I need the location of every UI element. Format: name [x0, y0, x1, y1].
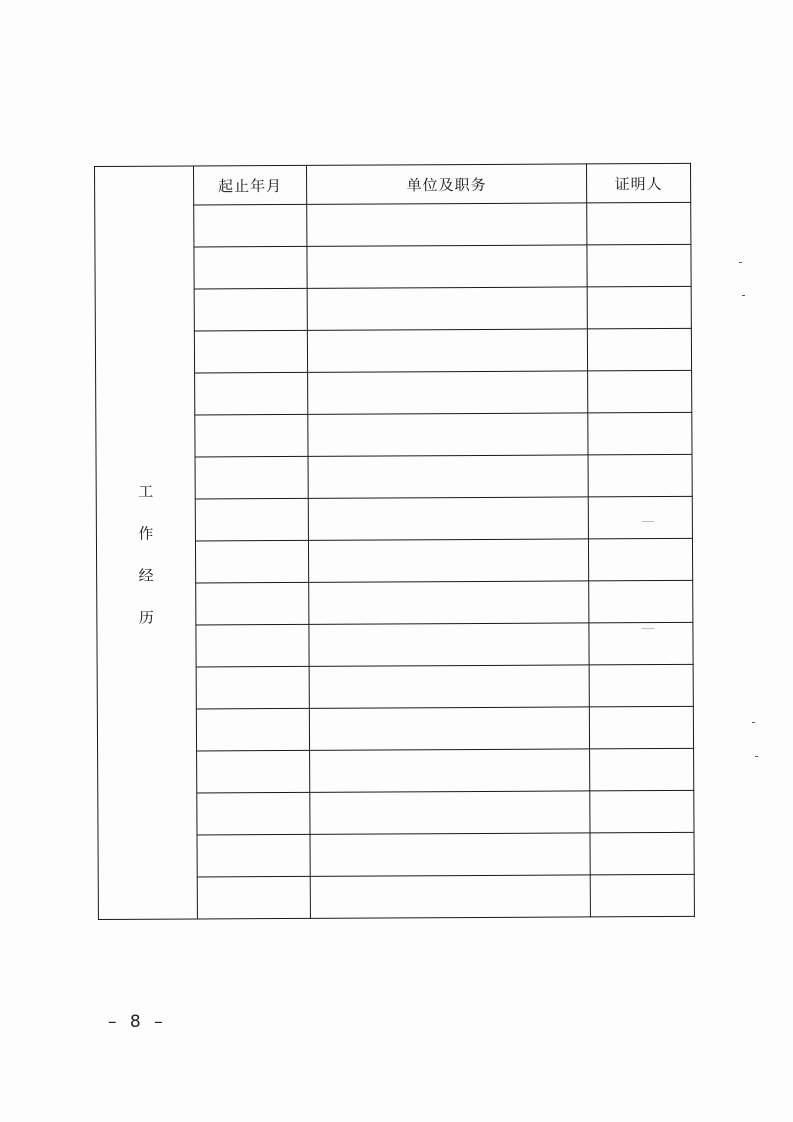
witness-cell — [587, 202, 691, 245]
scan-speck — [739, 262, 742, 263]
witness-cell — [589, 706, 693, 749]
unit-position-cell — [309, 665, 589, 708]
witness-cell — [587, 244, 691, 287]
witness-cell — [590, 874, 694, 917]
page-number: – 8 – — [108, 1012, 167, 1032]
period-cell — [196, 582, 309, 625]
unit-position-cell — [307, 245, 587, 288]
scan-speck — [755, 756, 758, 757]
witness-cell — [590, 790, 694, 833]
period-cell — [196, 666, 309, 709]
unit-position-cell — [309, 623, 589, 666]
witness-cell — [589, 580, 693, 623]
scan-speck — [642, 521, 654, 522]
scan-speck — [742, 295, 745, 296]
unit-position-cell — [308, 497, 588, 540]
side-label: 工作经历 — [138, 482, 154, 627]
witness-cell — [589, 664, 693, 707]
unit-position-cell — [310, 791, 590, 834]
period-cell — [195, 456, 308, 499]
unit-position-cell — [308, 455, 588, 498]
side-label-cell — [95, 166, 198, 920]
witness-cell — [589, 622, 693, 665]
header-unit-position: 单位及职务 — [306, 164, 586, 204]
period-cell — [196, 708, 309, 751]
period-cell — [194, 288, 307, 331]
period-cell — [195, 414, 308, 457]
witness-cell — [590, 748, 694, 791]
period-cell — [195, 540, 308, 583]
scan-speck — [642, 628, 654, 629]
unit-position-cell — [309, 707, 589, 750]
witness-cell — [588, 370, 692, 413]
period-cell — [195, 372, 308, 415]
period-cell — [195, 498, 308, 541]
header-witness: 证明人 — [586, 163, 690, 203]
unit-position-cell — [308, 539, 588, 582]
unit-position-cell — [307, 287, 587, 330]
period-cell — [194, 246, 307, 289]
header-period: 起止年月 — [194, 165, 307, 205]
period-cell — [194, 330, 307, 373]
scan-speck — [752, 722, 755, 723]
witness-cell — [587, 328, 691, 371]
unit-position-cell — [310, 833, 590, 876]
period-cell — [197, 792, 310, 835]
unit-position-cell — [307, 329, 587, 372]
period-cell — [197, 750, 310, 793]
unit-position-cell — [307, 203, 587, 246]
unit-position-cell — [308, 413, 588, 456]
work-experience-table — [94, 163, 695, 920]
witness-cell — [588, 412, 692, 455]
unit-position-cell — [308, 371, 588, 414]
witness-cell — [588, 454, 692, 497]
witness-cell — [588, 538, 692, 581]
unit-position-cell — [310, 749, 590, 792]
unit-position-cell — [310, 875, 590, 918]
work-experience-form — [94, 163, 694, 920]
period-cell — [196, 624, 309, 667]
unit-position-cell — [309, 581, 589, 624]
period-cell — [197, 834, 310, 877]
witness-cell — [588, 496, 692, 539]
period-cell — [194, 204, 307, 247]
period-cell — [197, 876, 310, 919]
witness-cell — [587, 286, 691, 329]
header-row — [95, 163, 691, 205]
witness-cell — [590, 832, 694, 875]
